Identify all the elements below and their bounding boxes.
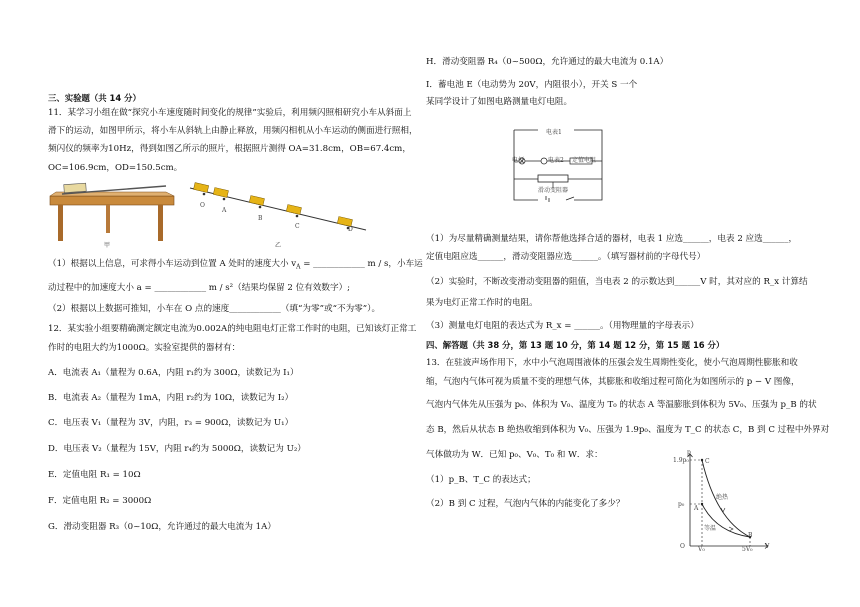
q13-line1: 13．在驻波声场作用下，水中小气泡周围液体的压强会发生周期性变化，使小气泡周期性膨胀和收 [426, 358, 798, 368]
q13-sub2: （2）B 到 C 过程，气泡内气体的内能变化了多少？ [426, 499, 625, 509]
q13-line3: 气泡内气体先从压强为 p₀、体积为 V₀、温度为 T₀ 的状态 A 等温膨胀到体积为 5V₀、压强为 p_B 的状 [426, 400, 817, 410]
q11-part1b: 动过程中的加速度大小 a = ____________ m / s²（结果均保留 2 位有效数字）; [48, 283, 351, 293]
q12-option-g: G．滑动变阻器 R₃（0~10Ω，允许通过的最大电流为 1A） [48, 522, 276, 532]
figure-yi-strobe [188, 180, 368, 240]
q12-line1: 12．某实验小组要精确测定额定电流为0.002A的纯电阻电灯正常工作时的电阻，已知该灯正常工 [48, 324, 417, 334]
q12-design-text: 某同学设计了如图电路测量电灯电阻。 [426, 97, 573, 107]
circuit-fixed-resistor: 定值电阻 [572, 157, 597, 164]
pt-c: C [295, 223, 300, 230]
q13-line4: 态 B，然后从状态 B 绝热收缩到体积为 V₀、压强为 1.9p₀、温度为 T_C 的状态 C，B 到 C 过程中外界对 [426, 425, 830, 435]
q11-part2: （2）根据以上数据可推知，小车在 O 点的速度____________（填“为零”或“不为零”）。 [48, 304, 381, 314]
pv-x-5v0: 5V₀ [742, 546, 753, 553]
q12-option-d: D．电压表 V₂（量程为 15V，内阻 r₄约为 5000Ω，读数记为 U₂） [48, 444, 306, 454]
circuit-meter1: 电表1 [546, 129, 562, 136]
q12-part1a: （1）为尽量精确测量结果，请你帮他选择合适的器材，电表 1 应选______，电表 2 应选______， [426, 234, 798, 244]
q12-line2: 作时的电阻大约为1000Ω。实验室提供的器材有： [48, 343, 241, 353]
pv-origin: O [680, 543, 685, 550]
pv-y-19p0: 1.9p₀ [673, 457, 689, 464]
pv-point-a: A [694, 505, 699, 512]
pv-v-label: V [765, 543, 770, 550]
q13-line2: 缩，气泡内气体可视为质量不变的理想气体，其膨胀和收缩过程可简化为如图所示的 p − V 图像， [426, 377, 800, 387]
q12-option-h: H．滑动变阻器 R₄（0~500Ω，允许通过的最大电流为 0.1A） [426, 57, 669, 67]
q11-line3: 频闪仪的频率为10Hz，得到如图乙所示的照片，根据照片测得 OA=31.8cm，OB=67.4cm， [48, 144, 411, 154]
q12-option-b: B．电流表 A₂（量程为 1mA，内阻 r₂约为 10Ω，读数记为 I₂） [48, 393, 294, 403]
pv-p-label: p [687, 449, 691, 456]
pv-isothermal-label: 等温 [704, 525, 717, 532]
q11-line4: OC=106.9cm，OD=150.5cm。 [48, 163, 183, 173]
q11-part1a: （1）根据以上信息，可求得小车运动到位置 A 处时的速度大小 $v_A$ = ____________ m / s，小车运 [48, 259, 423, 271]
q13-line5: 气体做功为 W．已知 p₀、V₀、T₀ 和 W．求： [426, 450, 603, 460]
q12-part2a: （2）实验时，不断改变滑动变阻器的阻值，当电表 2 的示数达到______V 时，其对应的 R_x 计算结 [426, 277, 808, 287]
fig-yi-caption: 乙 [275, 242, 282, 249]
pt-b: B [258, 215, 263, 222]
q12-option-a: A．电流表 A₁（量程为 0.6A，内阻 r₁约为 300Ω，读数记为 I₁） [48, 368, 299, 378]
q12-part2b: 果为电灯正常工作时的电阻。 [426, 298, 538, 308]
pv-x-v0: V₀ [698, 546, 705, 553]
q12-part3: （3）测量电灯电阻的表达式为 R_x = ______。（用物理量的字母表示） [426, 321, 699, 331]
q11-line2: 滑下的运动，如图甲所示，将小车从斜轨上由静止释放，用频闪相机从小车运动的侧面进行照相， [48, 126, 418, 136]
pv-point-c: C [705, 458, 710, 465]
pv-adiabatic-label: 绝热 [716, 494, 729, 501]
q12-part1b: 定值电阻应选______，滑动变阻器应选______。（填写器材前的字母代号） [426, 252, 706, 262]
section3-heading: 三、实验题（共 14 分） [48, 93, 141, 103]
q12-option-e: E．定值电阻 R₁ = 10Ω [48, 470, 141, 480]
circuit-rheostat: 滑动变阻器 [538, 187, 569, 194]
circuit-lamp: 电灯 [512, 157, 525, 164]
pt-o: O [200, 202, 205, 209]
fig-jia-caption: 甲 [104, 242, 111, 249]
pv-y-p0: p₀ [678, 501, 685, 508]
q12-option-i: I．蓄电池 E（电动势为 20V，内阻很小），开关 S 一个 [426, 80, 638, 90]
q11-line1: 11．某学习小组在做“探究小车速度随时间变化的规律”实验后，利用频闪照相研究小车从斜面上 [48, 108, 412, 118]
section4-heading: 四、解答题（共 38 分，第 13 题 10 分，第 14 题 12 分，第 15 题 16 分） [426, 340, 725, 350]
q13-sub1: （1）p_B、T_C 的表达式； [426, 475, 536, 485]
pt-d: D [348, 226, 353, 233]
circuit-meter2: 电表2 [548, 157, 564, 164]
pt-a: A [222, 207, 227, 214]
figure-jia-table [46, 180, 178, 248]
q12-option-f: F．定值电阻 R₂ = 3000Ω [48, 496, 152, 506]
q12-option-c: C．电压表 V₁（量程为 3V，内阻，r₃ = 900Ω，读数记为 U₁） [48, 418, 294, 428]
pv-point-b: B [748, 532, 753, 539]
